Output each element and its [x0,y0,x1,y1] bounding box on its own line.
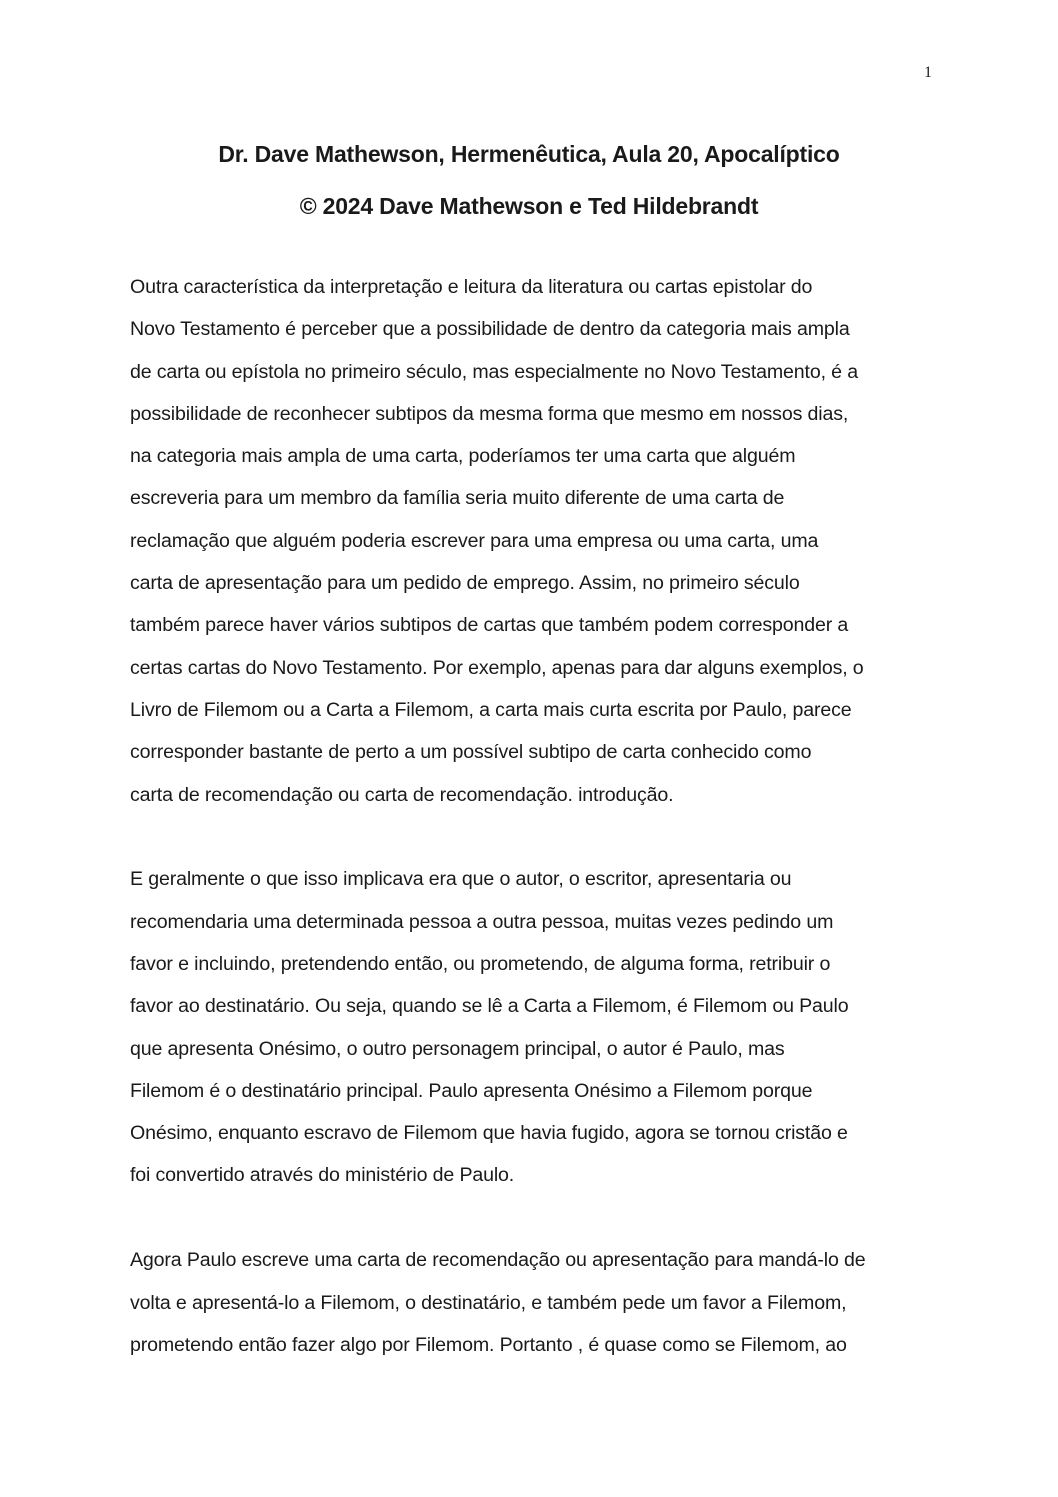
text-line: recomendaria uma determinada pessoa a outra pessoa, muitas vezes pedindo um [130,910,834,933]
text-line: carta de apresentação para um pedido de emprego. Assim, no primeiro século [130,572,800,595]
text-line: Agora Paulo escreve uma carta de recomendação ou apresentação para mandá-lo de [130,1249,866,1272]
text-line: que apresenta Onésimo, o outro personagem principal, o autor é Paulo, mas [130,1037,785,1060]
paragraph [130,858,930,1196]
text-line: carta de recomendação ou carta de recomendação. introdução. [130,783,674,806]
text-line: favor ao destinatário. Ou seja, quando se lê a Carta a Filemom, é Filemom ou Paulo [130,995,849,1018]
text-line: reclamação que alguém poderia escrever para uma empresa ou uma carta, uma [130,529,819,552]
title-line-2: © 2024 Dave Mathewson e Ted Hildebrandt [299,193,759,219]
text-line: Filemom é o destinatário principal. Paulo apresenta Onésimo a Filemom porque [130,1079,813,1102]
text-line: escreveria para um membro da família seria muito diferente de uma carta de [130,487,785,510]
document-body [130,266,930,1409]
text-line: volta e apresentá-lo a Filemom, o destinatário, e também pede um favor a Filemom, [130,1291,847,1314]
text-line: favor e incluindo, pretendendo então, ou prometendo, de alguma forma, retribuir o [130,952,831,975]
text-line: na categoria mais ampla de uma carta, poderíamos ter uma carta que alguém [130,445,796,468]
document-title [0,128,1058,232]
text-line: também parece haver vários subtipos de cartas que também podem corresponder a [130,614,849,637]
text-line: Novo Testamento é perceber que a possibilidade de dentro da categoria mais ampla [130,318,850,341]
text-line: E geralmente o que isso implicava era que o autor, o escritor, apresentaria ou [130,868,792,891]
page-number: 1 [924,64,932,81]
text-line: Livro de Filemom ou a Carta a Filemom, a carta mais curta escrita por Paulo, parece [130,698,852,721]
title-line-1: Dr. Dave Mathewson, Hermenêutica, Aula 20, Apocalíptico [218,141,840,167]
text-line: de carta ou epístola no primeiro século, mas especialmente no Novo Testamento, é a [130,360,858,383]
text-line: possibilidade de reconhecer subtipos da mesma forma que mesmo em nossos dias, [130,402,849,425]
text-line: Onésimo, enquanto escravo de Filemom que havia fugido, agora se tornou cristão e [130,1122,848,1145]
text-line: prometendo então fazer algo por Filemom. Portanto , é quase como se Filemom, ao [130,1333,847,1356]
paragraph [130,266,930,816]
text-line: foi convertido através do ministério de Paulo. [130,1164,515,1187]
text-line: corresponder bastante de perto a um possível subtipo de carta conhecido como [130,741,812,764]
paragraph [130,1239,930,1366]
text-line: certas cartas do Novo Testamento. Por exemplo, apenas para dar alguns exemplos, o [130,656,864,679]
text-line: Outra característica da interpretação e leitura da literatura ou cartas epistolar do [130,276,813,298]
